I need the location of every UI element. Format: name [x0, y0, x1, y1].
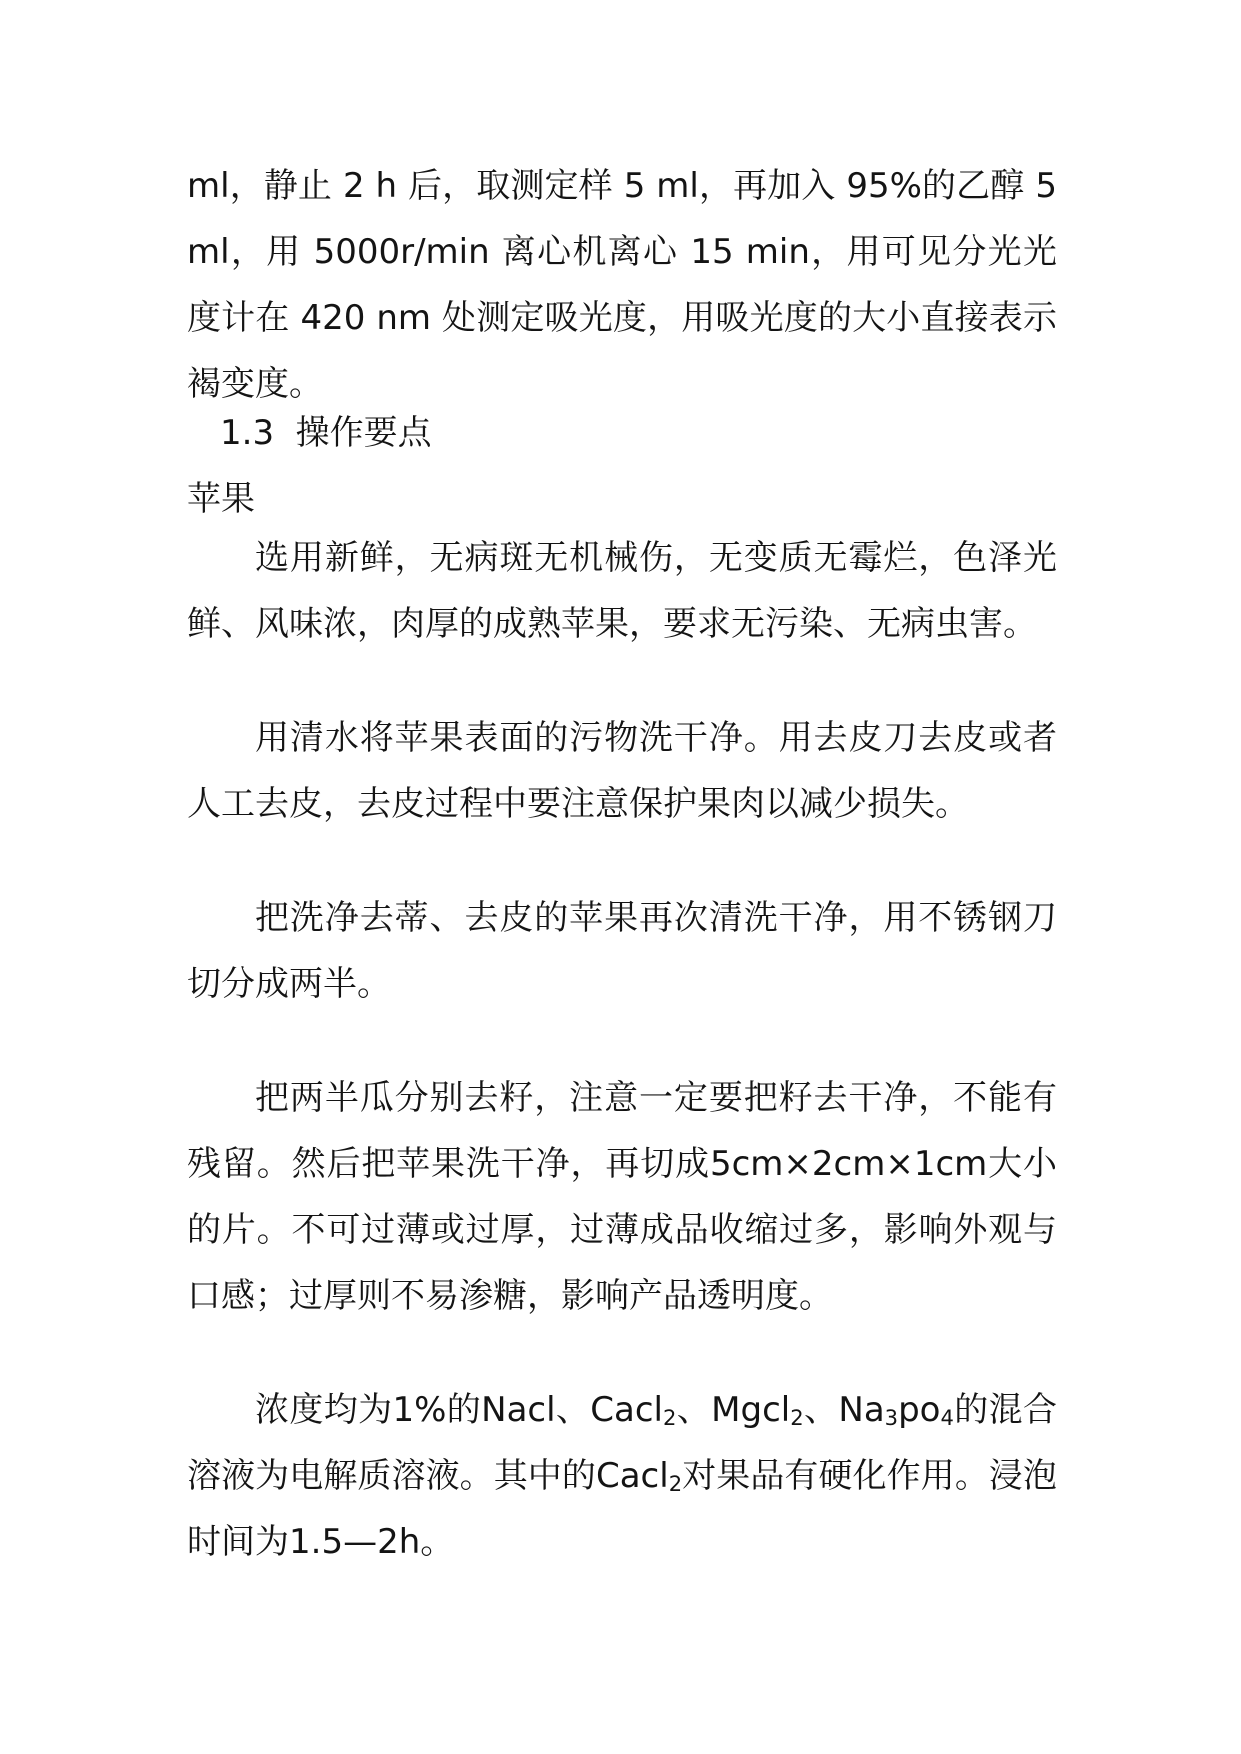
paragraph-select: 选用新鲜，无病斑无机械伤，无变质无霉烂，色泽光鲜、风味浓，肉厚的成熟苹果，要求无污染、无病虫害。 [187, 538, 1057, 644]
soak-text-3: 、Na [803, 1390, 885, 1430]
soak-subscript-3: 3 [884, 1404, 899, 1430]
soak-text-6: 对果品有硬化作用。浸泡时间为1.5—2h。 [187, 1456, 1057, 1562]
soak-text-5: 的混合溶液为电解质溶液。其中的Cacl [187, 1390, 1058, 1496]
soak-text-4: po [898, 1390, 941, 1430]
soak-text-2: 、Mgcl [676, 1390, 791, 1430]
soak-subscript-4: 4 [940, 1404, 954, 1430]
paragraph-intro: ml，静止 2 h 后，取测定样 5 ml，再加入 95%的乙醇 5 ml，用 5000r/min 离心机离心 15 min，用可见分光光度计在 420 nm 处测定吸光度，用吸光度的大小直接表示褐变度。 [187, 166, 1057, 404]
section-heading: 1.3 操作要点 [220, 413, 432, 453]
subsection-title: 苹果 [187, 479, 255, 519]
paragraph-soak [187, 1377, 1057, 1575]
paragraph-seed: 把两半瓜分别去籽，注意一定要把籽去干净，不能有残留。然后把苹果洗干净，再切成5cm×2cm×1cm大小的片。不可过薄或过厚，过薄成品收缩过多，影响外观与口感；过厚则不易渗糖，影响产品透明度。 [187, 1078, 1057, 1316]
soak-subscript-5: 2 [668, 1470, 683, 1496]
paragraph-clean: 用清水将苹果表面的污物洗干净。用去皮刀去皮或者人工去皮，去皮过程中要注意保护果肉以减少损失。 [187, 718, 1057, 824]
soak-subscript-2: 2 [790, 1404, 804, 1430]
paragraph-cut: 把洗净去蒂、去皮的苹果再次清洗干净，用不锈钢刀切分成两半。 [187, 898, 1057, 1004]
soak-subscript-1: 2 [663, 1404, 677, 1430]
soak-text-1: 浓度均为1%的Nacl、Cacl [255, 1390, 664, 1430]
